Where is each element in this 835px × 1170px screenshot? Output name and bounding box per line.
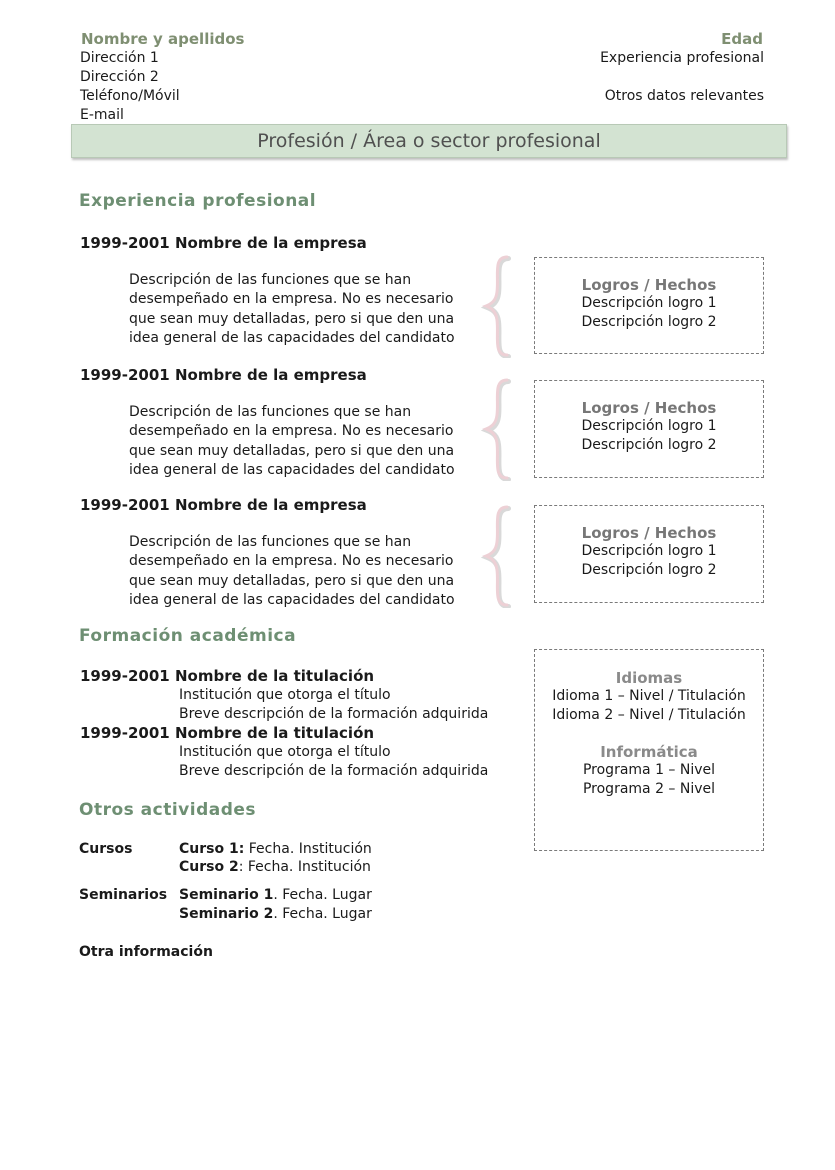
seminar-item [179,906,372,922]
language-item: Idioma 2 – Nivel / Titulación [552,707,746,723]
course-item [179,841,372,857]
course-name: Curso 1: [179,841,245,857]
other-info-label: Otra información [79,944,213,960]
degree-period: 1999-2001 [80,667,170,685]
job-period: 1999-2001 [80,366,170,384]
achievements-title: Logros / Hechos [581,524,717,542]
education-section-title: Formación académica [79,626,297,646]
achievements-title: Logros / Hechos [581,276,717,294]
degree-period: 1999-2001 [80,724,170,742]
phone: Teléfono/Móvil [80,88,180,104]
job-heading [80,496,367,514]
course-name: Curso 2 [179,859,239,875]
experience-summary: Experiencia profesional [600,50,764,66]
description-line: Descripción de las funciones que se han [129,272,412,288]
achievement-item: Descripción logro 2 [581,314,717,330]
other-activities-title: Otros actividades [79,800,257,820]
job-description [129,533,474,610]
language-item: Idioma 1 – Nivel / Titulación [552,688,746,704]
description-line: idea general de las capacidades del candidato [129,329,455,346]
course-detail: Fecha. Institución [244,841,372,857]
computing-item: Programa 2 – Nivel [582,781,716,797]
degree-name: Nombre de la titulación [174,667,375,685]
achievements-box [534,257,764,354]
course-detail: : Fecha. Institución [238,859,371,875]
degree-institution: Institución que otorga el título [179,687,391,703]
job-description [129,271,474,348]
description-line: que sean muy detalladas, pero si que den una [129,310,455,327]
languages-title: Idiomas [615,669,683,687]
computing-item: Programa 1 – Nivel [582,762,716,778]
courses-label: Cursos [79,841,133,857]
job-period: 1999-2001 [80,496,170,514]
age: Edad [721,30,763,48]
profession-band: Profesión / Área o sector profesional [71,124,787,158]
achievements-box [534,505,764,603]
seminars-label: Seminarios [79,887,168,903]
description-line: idea general de las capacidades del candidato [129,461,455,478]
degree-name: Nombre de la titulación [174,724,375,742]
description-line: desempeñado en la empresa. No es necesario [129,291,454,308]
description-line: Descripción de las funciones que se han [129,534,412,550]
curly-brace-icon [481,504,513,608]
degree-description: Breve descripción de la formación adquirida [179,763,489,779]
job-company: Nombre de la empresa [174,366,367,384]
seminar-item [179,887,372,903]
seminar-name: Seminario 1 [179,887,274,903]
degree-heading [80,724,374,742]
degree-description: Breve descripción de la formación adquirida [179,706,489,722]
job-description [129,403,474,480]
job-period: 1999-2001 [80,234,170,252]
degree-heading [80,667,374,685]
curly-brace-icon [481,254,513,358]
skills-box [534,649,764,851]
seminar-name: Seminario 2 [179,906,274,922]
email: E-mail [80,107,124,123]
other-relevant-data: Otros datos relevantes [604,88,764,104]
job-heading [80,234,367,252]
description-line: desempeñado en la empresa. No es necesario [129,423,454,440]
achievement-item: Descripción logro 1 [581,295,717,311]
achievement-item: Descripción logro 1 [581,543,717,559]
description-line: desempeñado en la empresa. No es necesario [129,553,454,570]
description-line: que sean muy detalladas, pero si que den una [129,442,455,459]
achievement-item: Descripción logro 2 [581,437,717,453]
description-line: Descripción de las funciones que se han [129,404,412,420]
course-item [179,859,371,875]
seminar-detail: . Fecha. Lugar [273,887,372,903]
address-2: Dirección 2 [80,69,159,85]
job-heading [80,366,367,384]
seminar-detail: . Fecha. Lugar [273,906,372,922]
achievements-title: Logros / Hechos [581,399,717,417]
description-line: idea general de las capacidades del candidato [129,591,455,608]
job-company: Nombre de la empresa [174,496,367,514]
achievement-item: Descripción logro 2 [581,562,717,578]
achievement-item: Descripción logro 1 [581,418,717,434]
job-company: Nombre de la empresa [174,234,367,252]
address-1: Dirección 1 [80,50,159,66]
degree-institution: Institución que otorga el título [179,744,391,760]
achievements-box [534,380,764,478]
candidate-name: Nombre y apellidos [81,30,245,48]
computing-title: Informática [600,743,698,761]
description-line: que sean muy detalladas, pero si que den una [129,572,455,589]
experience-section-title: Experiencia profesional [79,191,317,211]
curly-brace-icon [481,377,513,481]
